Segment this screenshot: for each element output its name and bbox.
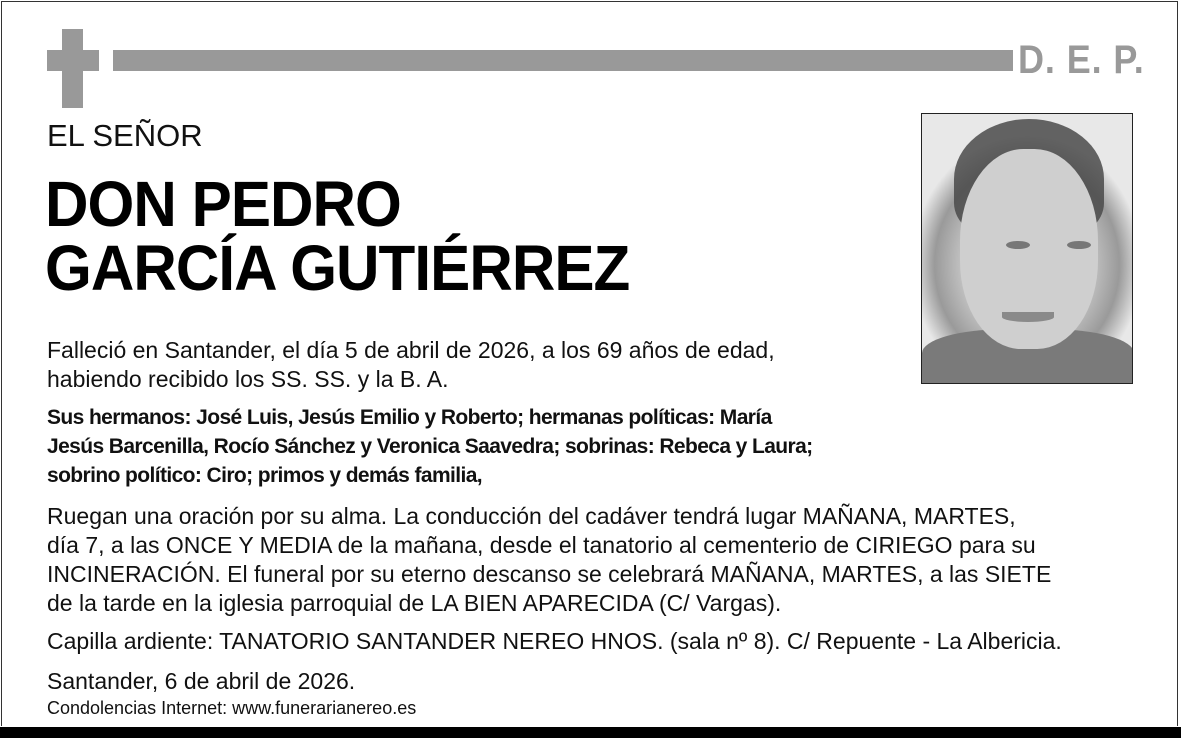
honorific: EL SEÑOR (47, 118, 203, 153)
photo-mouth (1002, 312, 1054, 322)
ceremony-line: día 7, a las ONCE Y MEDIA de la mañana, desde el tanatorio al cementerio de CIRIEGO para su (47, 532, 1036, 558)
death-notice-line: habiendo recibido los SS. SS. y la B. A. (47, 366, 449, 392)
dep-label: D. E. P. (1018, 38, 1145, 82)
family-line: Sus hermanos: José Luis, Jesús Emilio y Roberto; hermanas políticas: María (47, 406, 772, 429)
bottom-bar (0, 727, 1181, 738)
death-notice (47, 336, 775, 394)
deceased-name (45, 168, 630, 304)
deceased-photo (921, 113, 1133, 384)
ceremony-details (47, 502, 1051, 618)
cross-horizontal (47, 50, 99, 71)
condolences-link[interactable]: Condolencias Internet: www.funerarianereo.es (47, 698, 417, 718)
ceremony-line: INCINERACIÓN. El funeral por su eterno descanso se celebrará MAÑANA, MARTES, a las SIETE (47, 561, 1052, 587)
photo-eye-right (1067, 241, 1091, 249)
family-list (47, 403, 813, 490)
family-line: sobrino político: Ciro; primos y demás familia, (47, 464, 483, 487)
chapel-info: Capilla ardiente: TANATORIO SANTANDER NEREO HNOS. (sala nº 8). C/ Repuente - La Albericia. (47, 628, 1062, 654)
family-line: Jesús Barcenilla, Rocío Sánchez y Veronica Saavedra; sobrinas: Rebeca y Laura; (47, 435, 813, 458)
dateline: Santander, 6 de abril de 2026. (47, 668, 356, 694)
header-rule (113, 50, 1013, 71)
photo-eye-left (1006, 241, 1030, 249)
name-line-2: GARCÍA GUTIÉRREZ (45, 232, 630, 304)
name-line-1: DON PEDRO (45, 168, 401, 240)
death-notice-line: Falleció en Santander, el día 5 de abril de 2026, a los 69 años de edad, (47, 337, 775, 363)
ceremony-line: de la tarde en la iglesia parroquial de LA BIEN APARECIDA (C/ Vargas). (47, 590, 782, 616)
ceremony-line: Ruegan una oración por su alma. La conducción del cadáver tendrá lugar MAÑANA, MARTES, (47, 503, 1016, 529)
